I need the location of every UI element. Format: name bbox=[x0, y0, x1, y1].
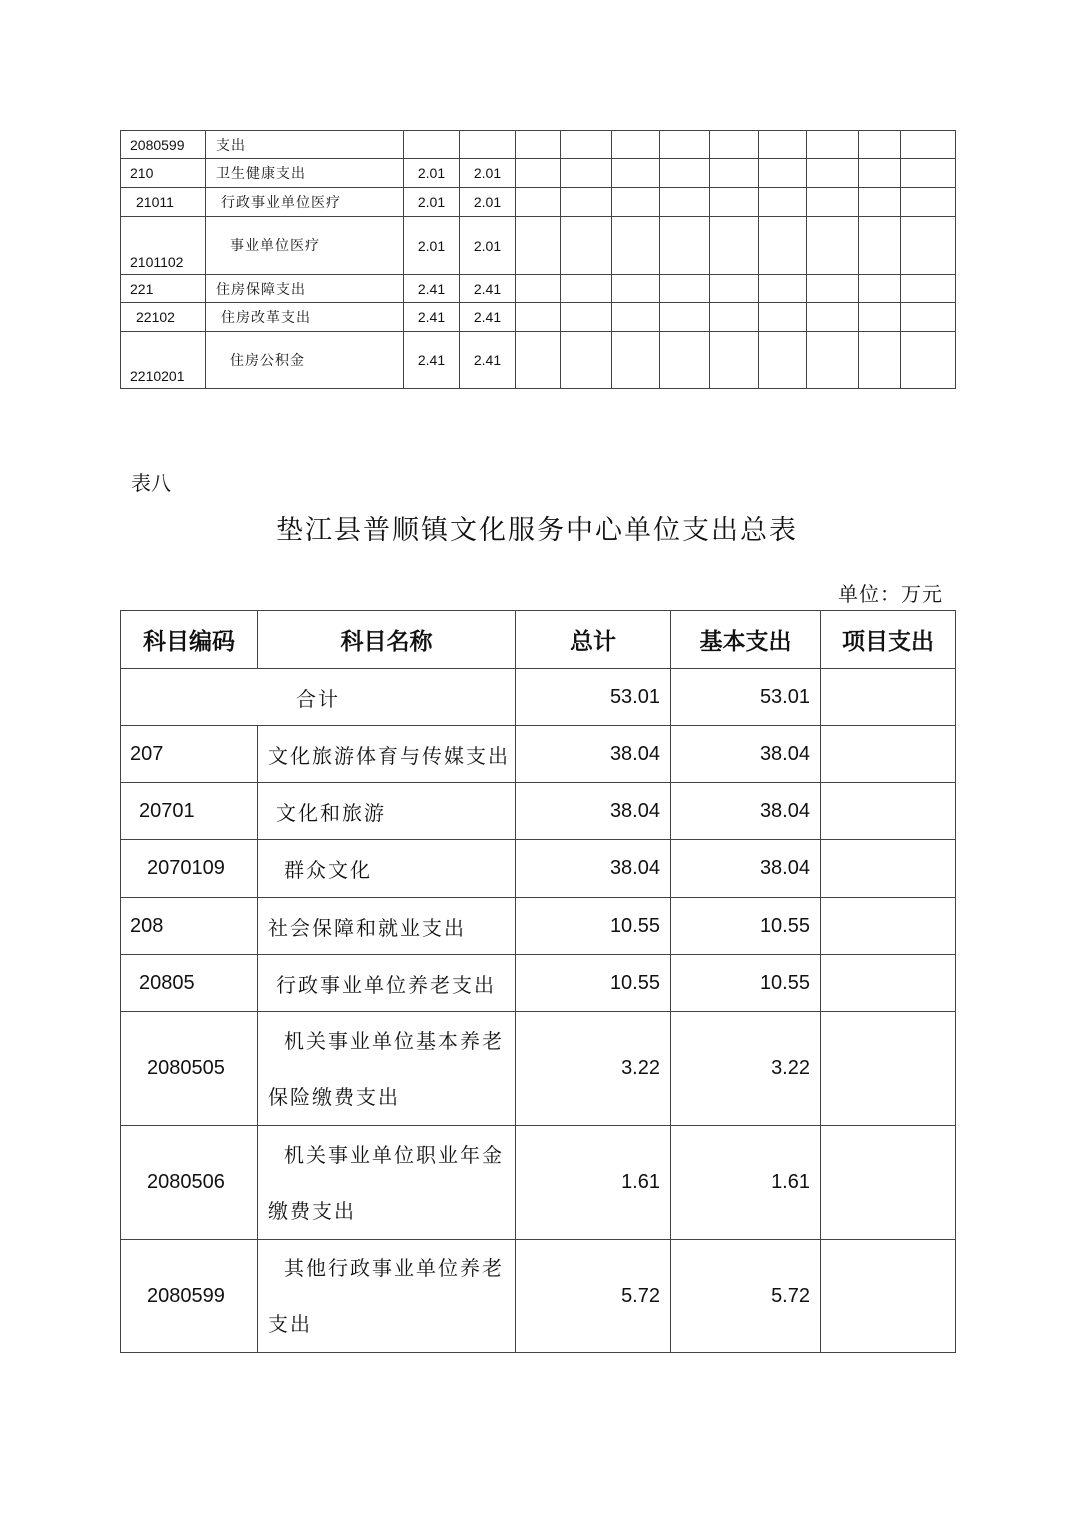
row-total bbox=[404, 131, 460, 159]
table-row bbox=[121, 332, 956, 389]
row-total: 5.72 bbox=[516, 1240, 671, 1353]
table-row bbox=[121, 188, 956, 217]
row-code: 2101102 bbox=[121, 217, 206, 275]
table-row bbox=[121, 726, 956, 783]
table-row bbox=[121, 275, 956, 303]
row-name: 文化旅游体育与传媒支出 bbox=[258, 726, 516, 783]
row-basic: 2.41 bbox=[460, 303, 516, 332]
row-project bbox=[821, 840, 956, 898]
expenditure-summary-table bbox=[120, 610, 956, 1353]
row-basic: 38.04 bbox=[671, 783, 821, 840]
row-basic: 2.41 bbox=[460, 275, 516, 303]
row-code: 22102 bbox=[121, 303, 206, 332]
row-code: 210 bbox=[121, 159, 206, 188]
table-row bbox=[121, 1240, 956, 1353]
row-project bbox=[821, 1012, 956, 1126]
table-header-row bbox=[121, 611, 956, 669]
table-row bbox=[121, 955, 956, 1012]
row-project bbox=[821, 1240, 956, 1353]
row-name: 住房保障支出 bbox=[206, 275, 404, 303]
row-code: 2210201 bbox=[121, 332, 206, 389]
row-basic: 2.01 bbox=[460, 188, 516, 217]
row-project bbox=[821, 783, 956, 840]
total-label: 合计 bbox=[121, 669, 516, 726]
row-name-line2: 保险缴费支出 bbox=[268, 1084, 400, 1109]
column-header: 项目支出 bbox=[821, 611, 956, 669]
row-name: 卫生健康支出 bbox=[206, 159, 404, 188]
row-project bbox=[821, 955, 956, 1012]
row-basic bbox=[460, 131, 516, 159]
column-header: 总计 bbox=[516, 611, 671, 669]
table-row bbox=[121, 898, 956, 955]
row-code: 2070109 bbox=[121, 840, 258, 898]
top-partial-table bbox=[120, 130, 956, 389]
table-row bbox=[121, 840, 956, 898]
total-value: 53.01 bbox=[516, 669, 671, 726]
row-basic: 10.55 bbox=[671, 898, 821, 955]
row-total: 2.01 bbox=[404, 188, 460, 217]
total-project-value bbox=[821, 669, 956, 726]
row-basic: 2.01 bbox=[460, 159, 516, 188]
table-label: 表八 bbox=[131, 471, 171, 495]
column-header: 科目编码 bbox=[121, 611, 258, 669]
row-code: 2080505 bbox=[121, 1012, 258, 1126]
row-code: 20701 bbox=[121, 783, 258, 840]
row-name-line1: 机关事业单位职业年金 bbox=[284, 1142, 504, 1167]
row-name bbox=[258, 1126, 516, 1240]
row-project bbox=[821, 898, 956, 955]
row-total: 38.04 bbox=[516, 840, 671, 898]
row-name-line1: 机关事业单位基本养老 bbox=[284, 1028, 504, 1053]
row-total: 10.55 bbox=[516, 898, 671, 955]
table-row bbox=[121, 131, 956, 159]
table-row bbox=[121, 783, 956, 840]
row-project bbox=[821, 726, 956, 783]
row-total: 3.22 bbox=[516, 1012, 671, 1126]
row-name-line2: 支出 bbox=[268, 1312, 312, 1336]
total-row bbox=[121, 669, 956, 726]
row-name-line1: 其他行政事业单位养老 bbox=[284, 1256, 504, 1280]
row-basic: 5.72 bbox=[671, 1240, 821, 1353]
row-total: 38.04 bbox=[516, 726, 671, 783]
row-name: 群众文化 bbox=[258, 840, 516, 898]
row-name: 住房改革支出 bbox=[206, 303, 404, 332]
row-code: 2080599 bbox=[121, 131, 206, 159]
row-name-line2: 缴费支出 bbox=[268, 1198, 356, 1223]
row-name: 文化和旅游 bbox=[258, 783, 516, 840]
row-basic: 2.41 bbox=[460, 332, 516, 389]
row-basic: 38.04 bbox=[671, 840, 821, 898]
row-total: 10.55 bbox=[516, 955, 671, 1012]
unit-label: 单位：万元 bbox=[838, 582, 943, 606]
table-row bbox=[121, 217, 956, 275]
row-total: 2.01 bbox=[404, 159, 460, 188]
row-basic: 3.22 bbox=[671, 1012, 821, 1126]
row-name: 行政事业单位医疗 bbox=[206, 188, 404, 217]
row-name bbox=[258, 1240, 516, 1353]
row-basic: 38.04 bbox=[671, 726, 821, 783]
row-project bbox=[821, 1126, 956, 1240]
row-total: 38.04 bbox=[516, 783, 671, 840]
table-row bbox=[121, 1012, 956, 1126]
row-code: 207 bbox=[121, 726, 258, 783]
column-header: 科目名称 bbox=[258, 611, 516, 669]
row-name: 支出 bbox=[206, 131, 404, 159]
row-name bbox=[258, 1012, 516, 1126]
row-code: 208 bbox=[121, 898, 258, 955]
row-total: 2.41 bbox=[404, 303, 460, 332]
row-name: 社会保障和就业支出 bbox=[258, 898, 516, 955]
total-basic-value: 53.01 bbox=[671, 669, 821, 726]
row-code: 21011 bbox=[121, 188, 206, 217]
row-code: 221 bbox=[121, 275, 206, 303]
row-total: 2.01 bbox=[404, 217, 460, 275]
row-total: 1.61 bbox=[516, 1126, 671, 1240]
row-code: 2080506 bbox=[121, 1126, 258, 1240]
row-name: 事业单位医疗 bbox=[206, 217, 404, 275]
table-row bbox=[121, 1126, 956, 1240]
column-header: 基本支出 bbox=[671, 611, 821, 669]
row-code: 20805 bbox=[121, 955, 258, 1012]
row-basic: 2.01 bbox=[460, 217, 516, 275]
row-code: 2080599 bbox=[121, 1240, 258, 1353]
row-name: 行政事业单位养老支出 bbox=[258, 955, 516, 1012]
row-name: 住房公积金 bbox=[206, 332, 404, 389]
row-total: 2.41 bbox=[404, 275, 460, 303]
row-total: 2.41 bbox=[404, 332, 460, 389]
row-basic: 1.61 bbox=[671, 1126, 821, 1240]
table-row bbox=[121, 159, 956, 188]
table-row bbox=[121, 303, 956, 332]
row-basic: 10.55 bbox=[671, 955, 821, 1012]
page-title: 垫江县普顺镇文化服务中心单位支出总表 bbox=[276, 515, 798, 546]
